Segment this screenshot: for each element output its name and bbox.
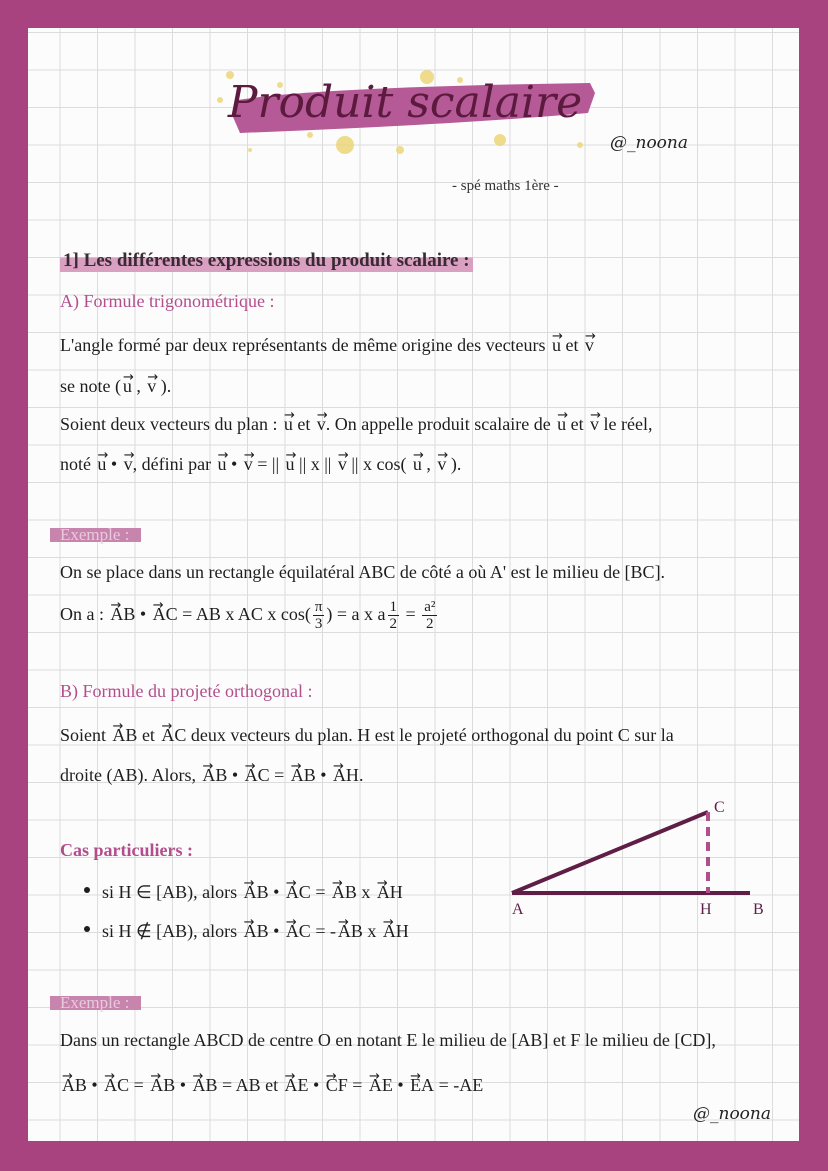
vector: →u [412, 448, 424, 474]
example-label: Exemple : [50, 996, 141, 1010]
text-segment: et [566, 414, 589, 434]
vector: →AC [152, 598, 178, 624]
text-segment: = [129, 1075, 149, 1095]
text-segment: , [131, 376, 146, 396]
text-line [60, 370, 171, 397]
text-line [60, 448, 461, 475]
text-segment: noté [60, 454, 96, 474]
text-segment: = - [310, 921, 336, 941]
vector: →EA [410, 1069, 435, 1095]
text-segment: droite (AB). Alors, [60, 765, 201, 785]
vector: →v [337, 448, 349, 474]
text-segment: • [315, 765, 332, 785]
bullet [84, 887, 90, 893]
vector: →u [285, 448, 297, 474]
vector: →AE [368, 1069, 393, 1095]
text-segment: • [308, 1075, 324, 1095]
text-segment: et [292, 414, 315, 434]
text-segment: deux vecteurs du plan. H est le projeté orthogonal du point C sur la [186, 725, 674, 745]
vector: →AB [150, 1069, 176, 1095]
vector: →AB [337, 915, 363, 941]
vector: →AC [244, 759, 270, 785]
subheading-projection: B) Formule du projeté orthogonal : [60, 681, 313, 701]
text-segment: et [560, 335, 583, 355]
vector: →AH [376, 876, 403, 902]
page-title: Produit scalaire [227, 77, 583, 128]
vector: →u [551, 329, 563, 355]
text-segment: • [135, 604, 151, 624]
fraction-denominator: 2 [426, 616, 434, 633]
text-segment: || x || [294, 454, 336, 474]
vector: →AC [104, 1069, 130, 1095]
vector: →AC [285, 915, 311, 941]
text-segment: si H ∈ [AB), alors [102, 882, 242, 902]
vector: →AB [110, 598, 136, 624]
text-segment: • [226, 454, 242, 474]
title-banner [200, 55, 620, 165]
text-segment: si H ∉ [AB), alors [102, 921, 242, 941]
footer-handle: @_noona [693, 1104, 772, 1124]
point-a-label: A [512, 901, 524, 918]
text-segment: = || [252, 454, 284, 474]
vector: →AB [243, 876, 269, 902]
text-segment: et [137, 725, 160, 745]
vector: →AH [382, 915, 409, 941]
text-segment: • [175, 1075, 191, 1095]
text-line [60, 1069, 483, 1096]
text-segment: = [347, 1075, 367, 1095]
text-segment: = AB x AC x cos( [177, 604, 311, 624]
text-segment: , [421, 454, 436, 474]
text-segment: . On appelle produit scalaire de [325, 414, 556, 434]
text-segment: • [268, 921, 284, 941]
notebook-page [28, 28, 799, 1141]
text-segment: se note ( [60, 376, 121, 396]
text-segment: • [392, 1075, 409, 1095]
text-segment: • [268, 882, 284, 902]
special-cases-label: Cas particuliers : [60, 840, 193, 860]
text-segment: On se place dans un rectangle équilatéral ABC de côté a où A' est le milieu de [BC]. [60, 562, 666, 582]
fraction-numerator: π [314, 599, 323, 616]
text-segment: = [401, 604, 421, 624]
text-segment: On a : [60, 604, 109, 624]
text-segment: = -AE [434, 1075, 484, 1095]
vector: →v [584, 329, 596, 355]
vector: →v [316, 408, 328, 434]
text-line [60, 408, 652, 435]
text-segment: x [356, 882, 375, 902]
text-line [60, 1030, 716, 1051]
subheading-trigonometric: A) Formule trigonométrique : [60, 291, 275, 311]
vector: →v [590, 408, 601, 434]
triangle-figure [500, 790, 780, 930]
vector: →AB [112, 719, 138, 745]
text-segment: = AB et [217, 1075, 283, 1095]
vector: →u [217, 448, 229, 474]
fraction-denominator: 2 [389, 616, 398, 633]
text-segment: ) = a x a [326, 604, 386, 624]
vector: →v [243, 448, 255, 474]
text-segment: || x cos( [346, 454, 412, 474]
section-heading: 1] Les différentes expressions du produit scalaire : [60, 250, 473, 272]
vector: →v [147, 370, 159, 396]
text-segment: Soient deux vecteurs du plan : [60, 414, 282, 434]
vector: →u [283, 408, 295, 434]
fraction [388, 599, 400, 632]
text-segment: Soient [60, 725, 111, 745]
point-c-label: C [714, 799, 725, 816]
text-line [60, 759, 363, 786]
fraction-denominator: 3 [314, 616, 323, 633]
text-line [60, 598, 439, 632]
segment-ac [512, 812, 708, 893]
vector: →v [437, 448, 449, 474]
point-h-label: H [700, 901, 712, 918]
bullet [84, 926, 90, 932]
text-line [60, 562, 665, 583]
vector: →AB [243, 915, 269, 941]
text-segment: = [310, 882, 330, 902]
vector: →AB [192, 1069, 218, 1095]
vector: →AH [332, 759, 359, 785]
vector: →u [97, 448, 109, 474]
text-line [60, 329, 594, 356]
text-segment: ). [446, 454, 462, 474]
vector: →AB [331, 876, 357, 902]
text-segment: ). [156, 376, 172, 396]
text-segment: Dans un rectangle ABCD de centre O en notant E le milieu de [AB] et F le milieu de [CD], [60, 1030, 716, 1050]
text-segment: L'angle formé par deux représentants de même origine des vecteurs [60, 335, 551, 355]
fraction [422, 599, 437, 632]
vector: →u [122, 370, 134, 396]
example-label: Exemple : [50, 528, 141, 542]
vector: →u [557, 408, 569, 434]
text-segment: . [358, 765, 364, 785]
vector: →AB [61, 1069, 87, 1095]
text-segment: , défini par [132, 454, 216, 474]
fraction-numerator: 1 [389, 599, 398, 616]
vector: →AB [202, 759, 228, 785]
fraction [313, 599, 325, 632]
vector: →CF [325, 1069, 348, 1095]
vector: →AE [284, 1069, 309, 1095]
text-segment: • [106, 454, 122, 474]
page-subtitle: - spé maths 1ère - [452, 178, 559, 194]
fraction-numerator: a² [424, 599, 436, 616]
text-segment: le réel, [599, 414, 653, 434]
text-line [60, 719, 674, 746]
vector: →AC [285, 876, 311, 902]
vector: →AC [161, 719, 187, 745]
text-segment: x [362, 921, 381, 941]
text-line [102, 876, 403, 903]
text-segment: • [86, 1075, 103, 1095]
author-handle: @_noona [610, 133, 689, 153]
point-b-label: B [753, 901, 764, 918]
text-segment: • [227, 765, 243, 785]
text-line [102, 915, 409, 942]
vector: →AB [290, 759, 316, 785]
text-segment: = [269, 765, 289, 785]
vector: →v [123, 448, 135, 474]
